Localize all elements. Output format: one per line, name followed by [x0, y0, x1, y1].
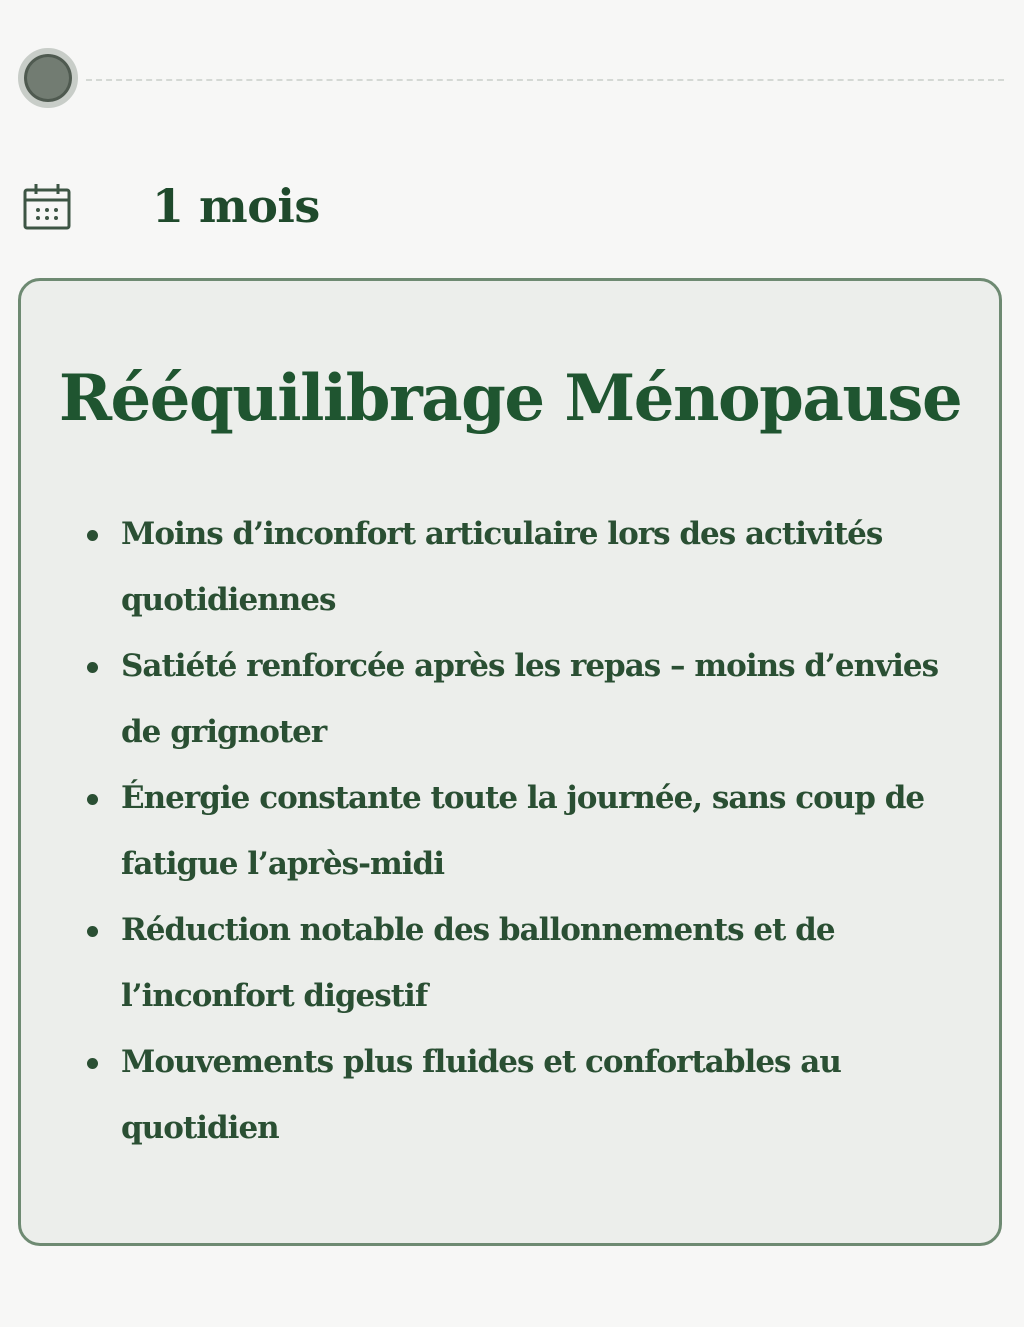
- benefits-list: [87, 501, 967, 1161]
- benefit-text: Moins d’inconfort articulaire lors des activités quotidiennes: [121, 516, 883, 618]
- benefit-item: [87, 897, 967, 1029]
- timeline-dot: [18, 48, 78, 108]
- program-card: [18, 278, 1002, 1246]
- benefit-item: [87, 765, 967, 897]
- bullet-icon: [87, 662, 98, 673]
- bullet-icon: [87, 1058, 98, 1069]
- bullet-icon: [87, 926, 98, 937]
- timeline-marker: [0, 0, 1024, 160]
- duration-label: 1 mois: [152, 179, 320, 233]
- duration-row: [0, 160, 1024, 260]
- benefit-item: [87, 633, 967, 765]
- benefit-item: [87, 501, 967, 633]
- benefit-text: Satiété renforcée après les repas – moins d’envies de grignoter: [121, 648, 939, 750]
- benefit-text: Énergie constante toute la journée, sans coup de fatigue l’après-midi: [121, 780, 925, 882]
- calendar-icon: [22, 182, 74, 232]
- benefit-item: [87, 1029, 967, 1161]
- benefit-text: Mouvements plus fluides et confortables au quotidien: [121, 1044, 841, 1146]
- timeline-dashed-line: [86, 79, 1004, 81]
- bullet-icon: [87, 530, 98, 541]
- bullet-icon: [87, 794, 98, 805]
- card-title: Rééquilibrage Ménopause: [58, 361, 962, 436]
- benefit-text: Réduction notable des ballonnements et de l’inconfort digestif: [121, 912, 835, 1014]
